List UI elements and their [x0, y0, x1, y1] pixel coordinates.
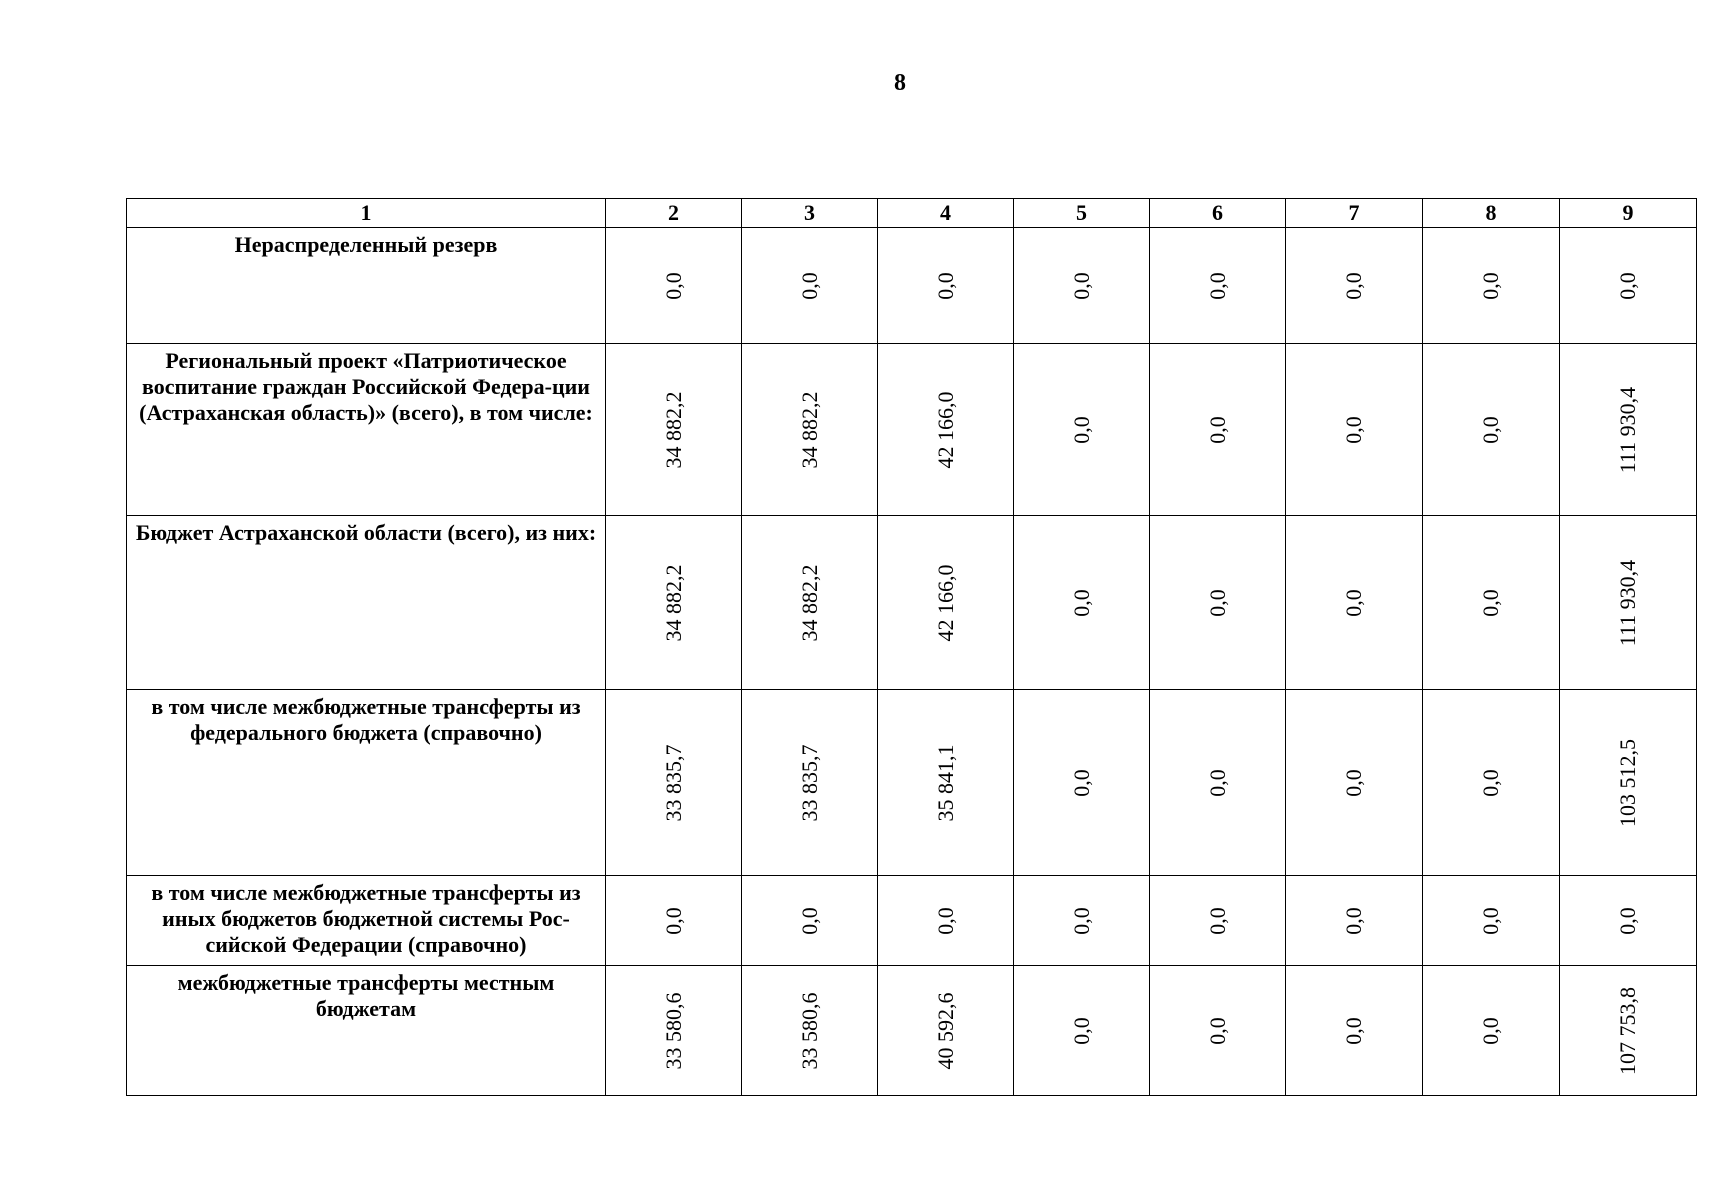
cell-value: 0,0	[932, 271, 958, 300]
cell-value: 0,0	[1204, 271, 1230, 300]
value-cell	[1560, 228, 1697, 344]
value-cell	[1286, 516, 1423, 690]
cell-value: 0,0	[660, 271, 686, 300]
value-cell	[1423, 690, 1560, 876]
value-cell	[742, 690, 878, 876]
value-cell	[1560, 690, 1697, 876]
cell-value: 0,0	[1478, 906, 1503, 935]
header-cell-2: 2	[606, 199, 742, 228]
header-cell-4: 4	[878, 199, 1014, 228]
value-cell	[606, 966, 742, 1096]
value-cell	[606, 690, 742, 876]
value-cell	[1560, 516, 1697, 690]
header-cell-1: 1	[127, 199, 606, 228]
value-cell	[1423, 344, 1560, 516]
cell-value: 0,0	[796, 271, 822, 300]
table-row	[127, 876, 1697, 966]
cell-value: 35 841,1	[932, 744, 958, 821]
cell-value: 0,0	[660, 906, 686, 935]
cell-value: 0,0	[1341, 1016, 1366, 1045]
value-cell	[1014, 344, 1150, 516]
value-cell	[1014, 690, 1150, 876]
value-cell	[742, 516, 878, 690]
value-cell	[606, 228, 742, 344]
cell-value: 0,0	[1068, 415, 1094, 444]
header-cell-7: 7	[1286, 199, 1423, 228]
value-cell	[878, 690, 1014, 876]
value-cell	[606, 516, 742, 690]
value-cell	[1560, 344, 1697, 516]
cell-value: 107 753,8	[1615, 986, 1640, 1075]
value-cell	[1150, 876, 1286, 966]
cell-value: 42 166,0	[932, 564, 958, 641]
value-cell	[742, 344, 878, 516]
page-number: 8	[894, 70, 906, 96]
cell-value: 0,0	[1478, 768, 1503, 797]
value-cell	[1014, 516, 1150, 690]
cell-value: 34 882,2	[660, 391, 686, 468]
cell-value: 0,0	[1341, 415, 1366, 444]
cell-value: 0,0	[1068, 271, 1094, 300]
value-cell	[742, 876, 878, 966]
value-cell	[1150, 690, 1286, 876]
cell-value: 42 166,0	[932, 391, 958, 468]
value-cell	[742, 966, 878, 1096]
cell-value: 0,0	[1615, 271, 1640, 300]
value-cell	[1560, 876, 1697, 966]
value-cell	[878, 228, 1014, 344]
value-cell	[1286, 876, 1423, 966]
cell-value: 103 512,5	[1615, 738, 1640, 827]
row-label: Региональный проект «Патриотическое воспитание граждан Российской Федера-ции (Астраханская область)» (всего), в том числе:	[127, 344, 606, 516]
cell-value: 0,0	[1341, 906, 1366, 935]
cell-value: 111 930,4	[1615, 559, 1640, 646]
row-label: в том числе межбюджетные трансферты из федерального бюджета (справочно)	[127, 690, 606, 876]
value-cell	[1423, 966, 1560, 1096]
value-cell	[1423, 516, 1560, 690]
value-cell	[742, 228, 878, 344]
cell-value: 0,0	[1478, 271, 1503, 300]
row-label: в том числе межбюджетные трансферты из иных бюджетов бюджетной системы Рос-сийской Федерации (справочно)	[127, 876, 606, 966]
cell-value: 34 882,2	[796, 564, 822, 641]
table-row	[127, 516, 1697, 690]
cell-value: 0,0	[1204, 415, 1230, 444]
value-cell	[1014, 228, 1150, 344]
cell-value: 0,0	[1204, 1016, 1230, 1045]
value-cell	[878, 876, 1014, 966]
cell-value: 40 592,6	[932, 992, 958, 1069]
cell-value: 0,0	[1478, 588, 1503, 617]
value-cell	[1286, 966, 1423, 1096]
header-cell-5: 5	[1014, 199, 1150, 228]
header-cell-9: 9	[1560, 199, 1697, 228]
header-cell-6: 6	[1150, 199, 1286, 228]
value-cell	[1286, 690, 1423, 876]
cell-value: 0,0	[1204, 906, 1230, 935]
table-row	[127, 966, 1697, 1096]
value-cell	[1150, 516, 1286, 690]
value-cell	[1286, 228, 1423, 344]
header-row	[127, 199, 1697, 228]
cell-value: 0,0	[1615, 906, 1640, 935]
cell-value: 0,0	[1068, 1016, 1094, 1045]
cell-value: 34 882,2	[660, 564, 686, 641]
row-label: Нераспределенный резерв	[127, 228, 606, 344]
cell-value: 33 580,6	[660, 992, 686, 1069]
value-cell	[1014, 876, 1150, 966]
value-cell	[1014, 966, 1150, 1096]
cell-value: 0,0	[1478, 415, 1503, 444]
cell-value: 0,0	[1478, 1016, 1503, 1045]
cell-value: 0,0	[932, 906, 958, 935]
header-cell-8: 8	[1423, 199, 1560, 228]
row-label: Бюджет Астраханской области (всего), из них:	[127, 516, 606, 690]
value-cell	[1423, 228, 1560, 344]
cell-value: 33 835,7	[796, 744, 822, 821]
table-row	[127, 344, 1697, 516]
cell-value: 0,0	[1341, 271, 1366, 300]
cell-value: 0,0	[1068, 588, 1094, 617]
row-label: межбюджетные трансферты местным бюджетам	[127, 966, 606, 1096]
value-cell	[1150, 966, 1286, 1096]
value-cell	[1150, 344, 1286, 516]
value-cell	[878, 344, 1014, 516]
value-cell	[1423, 876, 1560, 966]
budget-table	[126, 198, 1697, 1096]
header-cell-3: 3	[742, 199, 878, 228]
value-cell	[878, 966, 1014, 1096]
table-row	[127, 228, 1697, 344]
cell-value: 0,0	[1068, 906, 1094, 935]
value-cell	[1286, 344, 1423, 516]
cell-value: 33 580,6	[796, 992, 822, 1069]
cell-value: 34 882,2	[796, 391, 822, 468]
cell-value: 0,0	[796, 906, 822, 935]
cell-value: 33 835,7	[660, 744, 686, 821]
cell-value: 0,0	[1341, 588, 1366, 617]
cell-value: 0,0	[1204, 768, 1230, 797]
cell-value: 0,0	[1341, 768, 1366, 797]
value-cell	[1150, 228, 1286, 344]
cell-value: 0,0	[1068, 768, 1094, 797]
value-cell	[606, 344, 742, 516]
cell-value: 0,0	[1204, 588, 1230, 617]
table-row	[127, 690, 1697, 876]
value-cell	[878, 516, 1014, 690]
cell-value: 111 930,4	[1615, 386, 1640, 473]
value-cell	[1560, 966, 1697, 1096]
value-cell	[606, 876, 742, 966]
